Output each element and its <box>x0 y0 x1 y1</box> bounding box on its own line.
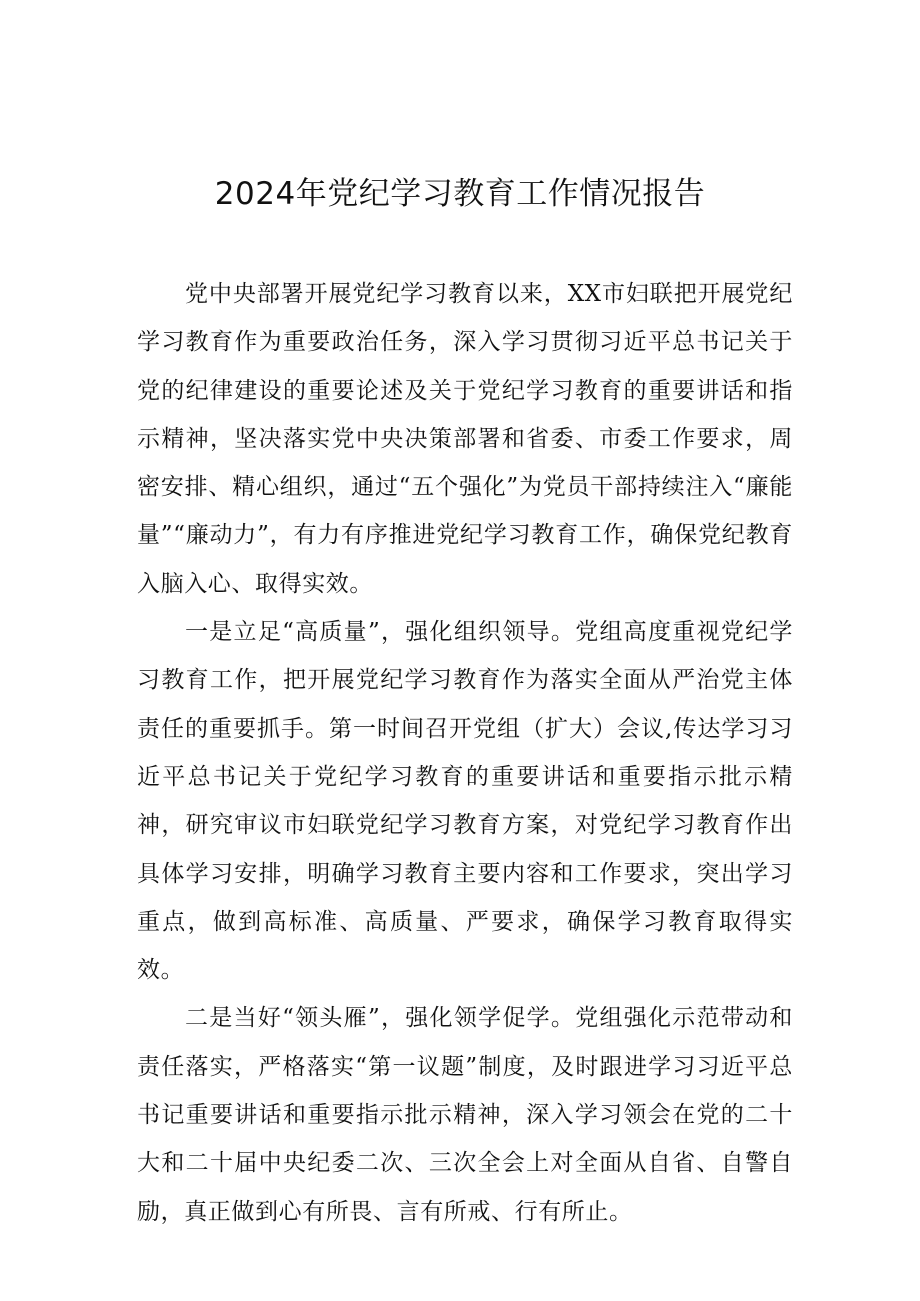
paragraph-point-one: 一是立足“高质量”，强化组织领导。党组高度重视党纪学习教育工作，把开展党纪学习教育作为落实全面从严治党主体责任的重要抓手。第一时间召开党组（扩大）会议,传达学习习近平总书记关于党纪学习教育的重要讲话和重要指示批示精神，研究审议市妇联党纪学习教育方案，对党纪学习教育作出具体学习安排，明确学习教育主要内容和工作要求，突出学习重点，做到高标准、高质量、严要求，确保学习教育取得实效。 <box>137 619 793 984</box>
document-body <box>137 270 793 1236</box>
paragraph-point-two: 二是当好“领头雁”，强化领学促学。党组强化示范带动和责任落实，严格落实“第一议题”制度，及时跟进学习习近平总书记重要讲话和重要指示批示精神，深入学习领会在党的二十大和二十届中央纪委二次、三次全会上对全面从自省、自警自励，真正做到心有所畏、言有所戒、行有所止。 <box>137 1005 793 1225</box>
paragraph-intro: 党中央部署开展党纪学习教育以来，XX市妇联把开展党纪学习教育作为重要政治任务，深入学习贯彻习近平总书记关于党的纪律建设的重要论述及关于党纪学习教育的重要讲话和指示精神，坚决落实党中央决策部署和省委、市委工作要求，周密安排、精心组织，通过“五个强化”为党员干部持续注入“廉能量”“廉动力”，有力有序推进党纪学习教育工作，确保党纪教育入脑入心、取得实效。 <box>137 281 793 597</box>
document-title: 2024年党纪学习教育工作情况报告 <box>214 176 706 212</box>
